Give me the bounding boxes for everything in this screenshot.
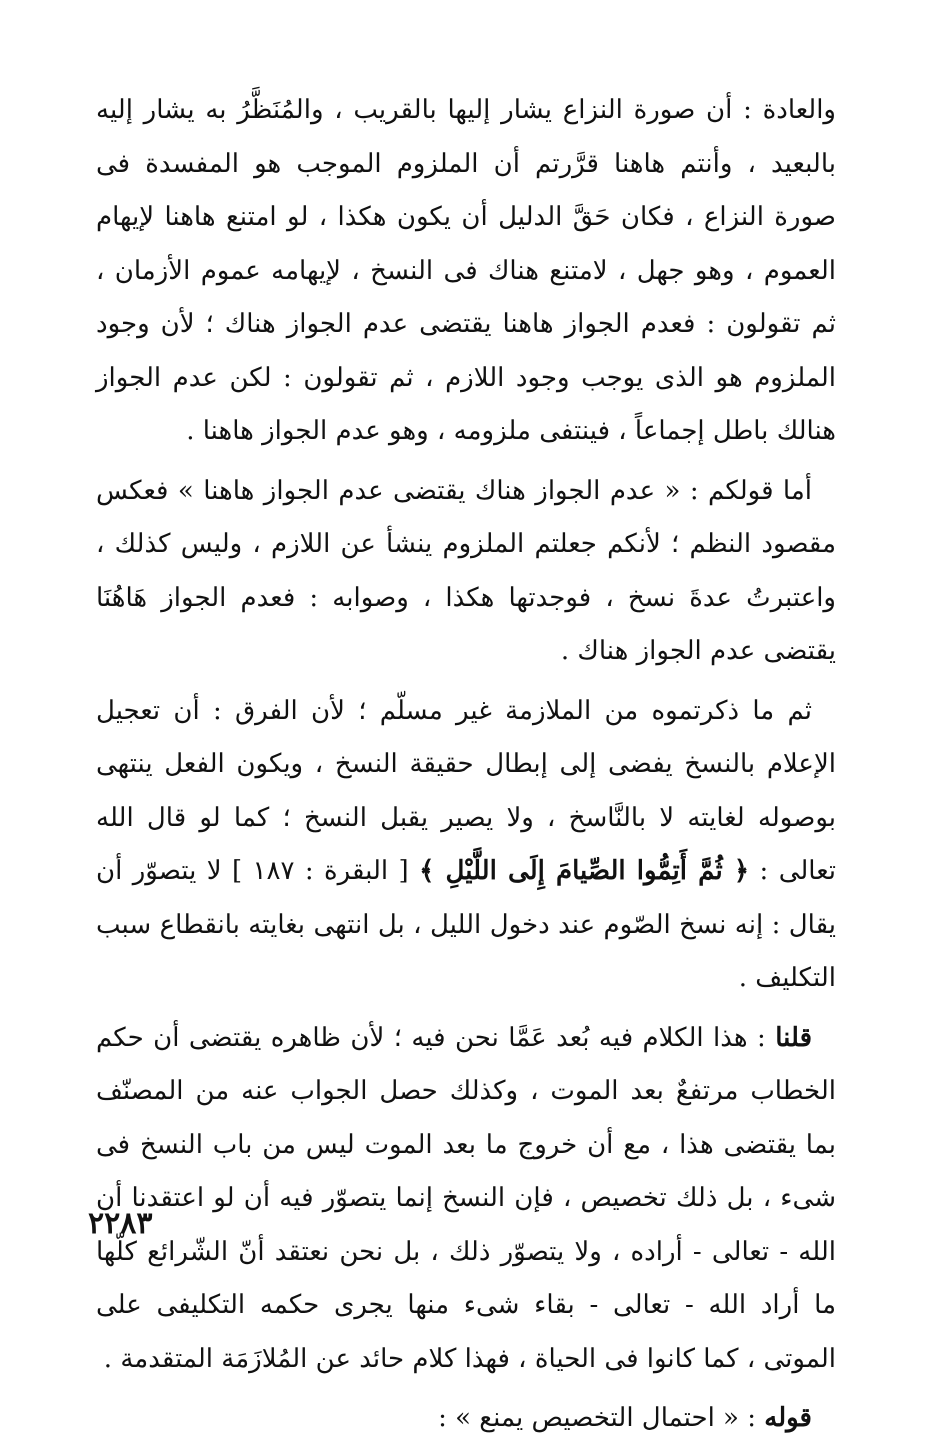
paragraph-4-text: : هذا الكلام فيه بُعد عَمَّا نحن فيه ؛ لأن ظاهره يقتضى أن حكم الخطاب مرتفعٌ بعد الموت ، وكذلك حصل الجواب عنه من المصنّف بما يقتضى هذا ، مع أن خروج ما بعد الموت ليس من باب النسخ فى شىء ، بل ذلك تخصيص ، فإن النسخ إنما يتصوّر فيه أن لو اعتقدنا أن الله - تعالى - أراده ، ولا يتصوّر ذلك ، بل نحن نعتقد أنّ الشّرائع كلّها ما أراد الله - تعالى - بقاء شىء منها يجرى حكمه التكليفى على الموتى ، كما كانوا فى الحياة ، فهذا كلام حائد عن المُلازَمَة المتقدمة . <box>96 1022 836 1374</box>
paragraph-3 <box>96 685 836 1006</box>
paragraph-1-text: والعادة : أن صورة النزاع يشار إليها بالقريب ، والمُنَظَّرُ به يشار إليه بالبعيد ، وأنتم هاهنا قرَّرتم أن الملزوم الموجب هو المفسدة فى صورة النزاع ، فكان حَقَّ الدليل أن يكون هكذا ، لو امتنع هاهنا لإيهام العموم ، وهو جهل ، لامتنع هناك فى النسخ ، لإيهامه عموم الأزمان ، ثم تقولون : فعدم الجواز هاهنا يقتضى عدم الجواز هناك ؛ لأن وجود الملزوم هو الذى يوجب وجود اللازم ، ثم تقولون : لكن عدم الجواز هنالك باطل إجماعاً ، فينتفى ملزومه ، وهو عدم الجواز هاهنا . <box>96 95 836 446</box>
paragraph-2-text: أما قولكم : « عدم الجواز هناك يقتضى عدم الجواز هاهنا » فعكس مقصود النظم ؛ لأنكم جعلتم الملزوم ينشأ عن اللازم ، وليس كذلك ، واعتبرتُ عدةَ نسخ ، فوجدتها هكذا ، وصوابه : فعدم الجواز هَاهُنَا يقتضى عدم الجواز هناك . <box>96 475 836 666</box>
paragraph-3-text-start: ثم ما ذكرتموه من الملازمة غير مسلّم ؛ لأن الفرق : أن تعجيل الإعلام بالنسخ يفضى إلى إبطال حقيقة النسخ ، ويكون الفعل ينتهى بوصوله لغايته لا بالنَّاسخ ، ولا يصير يقبل النسخ ؛ كما لو قال الله تعالى : <box>96 695 836 886</box>
paragraph-5 <box>96 1392 836 1446</box>
paragraph-3-text-end: [ البقرة : ١٨٧ ] لا يتصوّر أن يقال : إنه نسخ الصّوم عند دخول الليل ، بل انتهى بغايته بانقطاع سبب التكليف . <box>96 856 836 993</box>
paragraph-5-text: : « احتمال التخصيص يمنع » : <box>438 1403 765 1433</box>
page-number: ٢٢٨٣ <box>88 1206 153 1241</box>
paragraph-4-lead: قلنا <box>775 1022 812 1053</box>
body-text <box>96 84 836 1446</box>
paragraph-4 <box>96 1012 836 1387</box>
paragraph-2 <box>96 465 836 679</box>
paragraph-5-lead: قوله <box>764 1403 812 1433</box>
quran-verse: ﴿ ثُمَّ أَتِمُّوا الصِّيامَ إِلَى اللَّيْلِ ﴾ <box>419 856 750 886</box>
paragraph-1 <box>96 84 836 459</box>
